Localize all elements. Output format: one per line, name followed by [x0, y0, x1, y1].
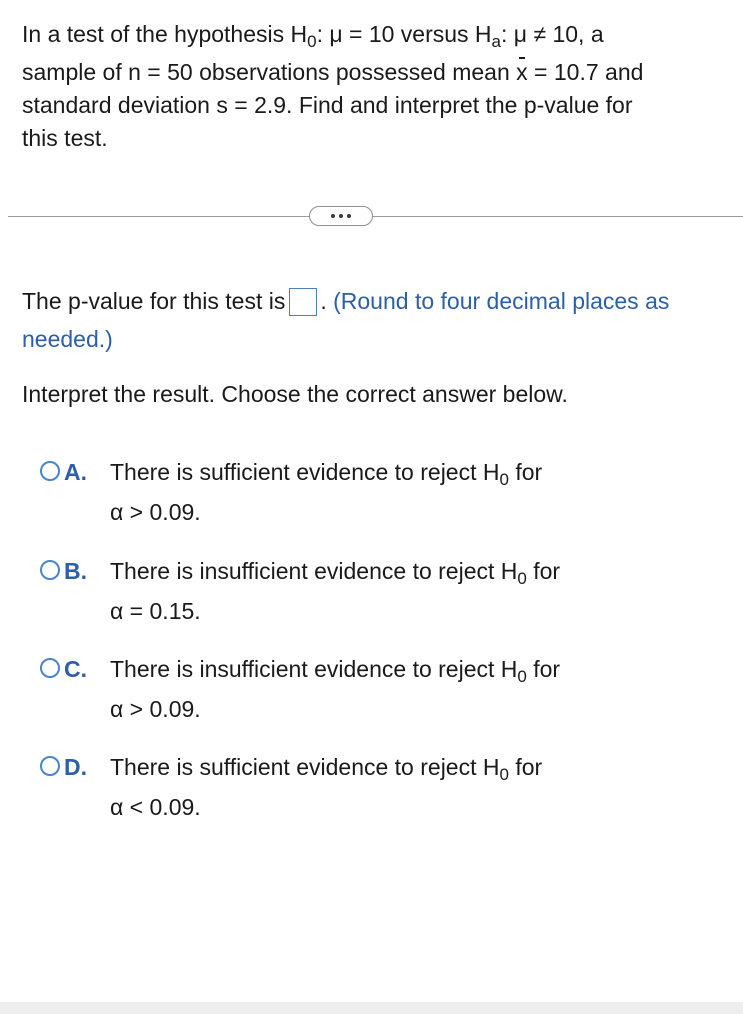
option-condition: α > 0.09.: [110, 696, 201, 722]
bottom-bar: [0, 1002, 743, 1014]
option-condition: α = 0.15.: [110, 598, 201, 624]
option-text: There is sufficient evidence to reject $H_0$ for: [110, 754, 543, 784]
ellipsis-icon: [331, 214, 335, 218]
option-letter: C.: [64, 656, 87, 682]
question-text: [22, 18, 722, 155]
option-condition: α < 0.09.: [110, 794, 201, 820]
question-line-1: In a test of the hypothesis $H_0$: μ = 10 versus $H_a$: μ ≠ 10, a: [22, 21, 604, 51]
option-text: There is insufficient evidence to reject $H_0$ for: [110, 558, 561, 588]
p-value-input[interactable]: [289, 288, 317, 316]
question-line-4: this test.: [22, 125, 108, 151]
section-divider: [8, 216, 743, 217]
option-letter: B.: [64, 558, 87, 584]
radio-c[interactable]: [40, 658, 60, 678]
answer-prefix: The p-value for this test is: [22, 288, 286, 314]
question-line-3: standard deviation s = 2.9. Find and interpret the p-value for: [22, 92, 633, 118]
radio-b[interactable]: [40, 560, 60, 580]
interpret-prompt: Interpret the result. Choose the correct answer below.: [22, 381, 568, 407]
more-button[interactable]: [309, 206, 373, 226]
radio-a[interactable]: [40, 461, 60, 481]
option-text: There is sufficient evidence to reject $H_0$ for: [110, 459, 543, 489]
rounding-hint: (Round to four decimal places as needed.): [22, 288, 670, 352]
answer-suffix: .: [320, 288, 327, 314]
radio-d[interactable]: [40, 756, 60, 776]
question-line-2: sample of n = 50 observations possessed mean x = 10.7 and: [22, 56, 722, 89]
option-condition: α > 0.09.: [110, 499, 201, 525]
answer-line: [22, 282, 722, 358]
option-letter: A.: [64, 459, 87, 485]
option-text: There is insufficient evidence to reject $H_0$ for: [110, 656, 561, 686]
option-letter: D.: [64, 754, 87, 780]
x-bar-symbol: x: [516, 56, 528, 89]
